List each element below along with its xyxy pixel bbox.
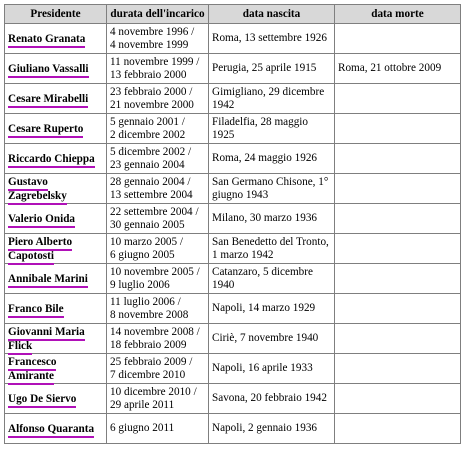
term-cell: 22 settembre 2004 / 30 gennaio 2005	[107, 204, 209, 234]
death-cell	[335, 114, 461, 144]
term-cell: 4 novembre 1996 / 4 novembre 1999	[107, 24, 209, 54]
president-name-cell[interactable]	[5, 354, 107, 384]
term-cell: 6 giugno 2011	[107, 414, 209, 444]
header-durata: durata dell'incarico	[107, 5, 209, 24]
president-name-link[interactable]: Piero Alberto	[8, 236, 72, 251]
president-name-link[interactable]: Ugo De Siervo	[8, 393, 76, 408]
president-name-link[interactable]: Alfonso Quaranta	[8, 423, 94, 438]
birth-cell: Milano, 30 marzo 1936	[209, 204, 335, 234]
death-cell	[335, 264, 461, 294]
death-cell	[335, 174, 461, 204]
table-row	[5, 174, 461, 204]
header-morte: data morte	[335, 5, 461, 24]
president-name-cell[interactable]	[5, 384, 107, 414]
president-name-cell[interactable]	[5, 54, 107, 84]
president-name-link[interactable]: Giovanni Maria	[8, 326, 85, 341]
death-cell	[335, 144, 461, 174]
president-name-link[interactable]: Gustavo	[8, 176, 48, 191]
header-row	[5, 5, 461, 24]
table-row	[5, 324, 461, 354]
term-cell: 5 dicembre 2002 / 23 gennaio 2004	[107, 144, 209, 174]
table-row	[5, 24, 461, 54]
term-cell: 10 novembre 2005 / 9 luglio 2006	[107, 264, 209, 294]
president-name-cell[interactable]	[5, 234, 107, 264]
president-name-link[interactable]: Amirante	[8, 370, 54, 385]
death-cell	[335, 354, 461, 384]
president-name-cell[interactable]	[5, 264, 107, 294]
birth-cell: Perugia, 25 aprile 1915	[209, 54, 335, 84]
president-name-cell[interactable]	[5, 414, 107, 444]
president-name-cell[interactable]	[5, 24, 107, 54]
president-name-link[interactable]: Valerio Onida	[8, 213, 75, 228]
president-name-link[interactable]: Cesare Mirabelli	[8, 93, 88, 108]
death-cell	[335, 84, 461, 114]
president-name-link[interactable]: Francesco	[8, 356, 56, 371]
president-name-cell[interactable]	[5, 324, 107, 354]
death-cell: Roma, 21 ottobre 2009	[335, 54, 461, 84]
president-name-link[interactable]: Franco Bile	[8, 303, 64, 318]
table-row	[5, 84, 461, 114]
president-name-link[interactable]: Zagrebelsky	[8, 190, 67, 205]
table-row	[5, 204, 461, 234]
president-name-link[interactable]: Renato Granata	[8, 33, 85, 48]
table-row	[5, 114, 461, 144]
death-cell	[335, 234, 461, 264]
birth-cell: Napoli, 16 aprile 1933	[209, 354, 335, 384]
president-name-cell[interactable]	[5, 144, 107, 174]
table-row	[5, 414, 461, 444]
president-name-link[interactable]: Cesare Ruperto	[8, 123, 83, 138]
death-cell	[335, 324, 461, 354]
president-name-link[interactable]: Annibale Marini	[8, 273, 88, 288]
header-presidente: Presidente	[5, 5, 107, 24]
header-nascita: data nascita	[209, 5, 335, 24]
term-cell: 14 novembre 2008 / 18 febbraio 2009	[107, 324, 209, 354]
presidents-table	[4, 4, 461, 444]
term-cell: 10 marzo 2005 / 6 giugno 2005	[107, 234, 209, 264]
birth-cell: Savona, 20 febbraio 1942	[209, 384, 335, 414]
birth-cell: Ciriè, 7 novembre 1940	[209, 324, 335, 354]
birth-cell: Napoli, 2 gennaio 1936	[209, 414, 335, 444]
birth-cell: Gimigliano, 29 dicembre 1942	[209, 84, 335, 114]
president-name-link[interactable]: Flick	[8, 340, 32, 355]
death-cell	[335, 414, 461, 444]
table-row	[5, 264, 461, 294]
president-name-cell[interactable]	[5, 174, 107, 204]
table-row	[5, 384, 461, 414]
president-name-link[interactable]: Riccardo Chieppa	[8, 153, 95, 168]
term-cell: 10 dicembre 2010 / 29 aprile 2011	[107, 384, 209, 414]
birth-cell: Catanzaro, 5 dicembre 1940	[209, 264, 335, 294]
birth-cell: Roma, 13 settembre 1926	[209, 24, 335, 54]
birth-cell: Filadelfia, 28 maggio 1925	[209, 114, 335, 144]
death-cell	[335, 204, 461, 234]
birth-cell: Napoli, 14 marzo 1929	[209, 294, 335, 324]
death-cell	[335, 384, 461, 414]
president-name-cell[interactable]	[5, 114, 107, 144]
table-row	[5, 354, 461, 384]
president-name-link[interactable]: Capotosti	[8, 250, 54, 265]
term-cell: 11 luglio 2006 / 8 novembre 2008	[107, 294, 209, 324]
table-row	[5, 234, 461, 264]
term-cell: 11 novembre 1999 / 13 febbraio 2000	[107, 54, 209, 84]
presidents-table-container	[4, 4, 461, 444]
president-name-cell[interactable]	[5, 84, 107, 114]
table-row	[5, 294, 461, 324]
death-cell	[335, 24, 461, 54]
term-cell: 23 febbraio 2000 / 21 novembre 2000	[107, 84, 209, 114]
president-name-cell[interactable]	[5, 294, 107, 324]
table-row	[5, 54, 461, 84]
president-name-link[interactable]: Giuliano Vassalli	[8, 63, 89, 78]
term-cell: 25 febbraio 2009 / 7 dicembre 2010	[107, 354, 209, 384]
death-cell	[335, 294, 461, 324]
table-row	[5, 144, 461, 174]
birth-cell: San Benedetto del Tronto, 1 marzo 1942	[209, 234, 335, 264]
term-cell: 5 gennaio 2001 / 2 dicembre 2002	[107, 114, 209, 144]
president-name-cell[interactable]	[5, 204, 107, 234]
birth-cell: San Germano Chisone, 1° giugno 1943	[209, 174, 335, 204]
birth-cell: Roma, 24 maggio 1926	[209, 144, 335, 174]
term-cell: 28 gennaio 2004 / 13 settembre 2004	[107, 174, 209, 204]
